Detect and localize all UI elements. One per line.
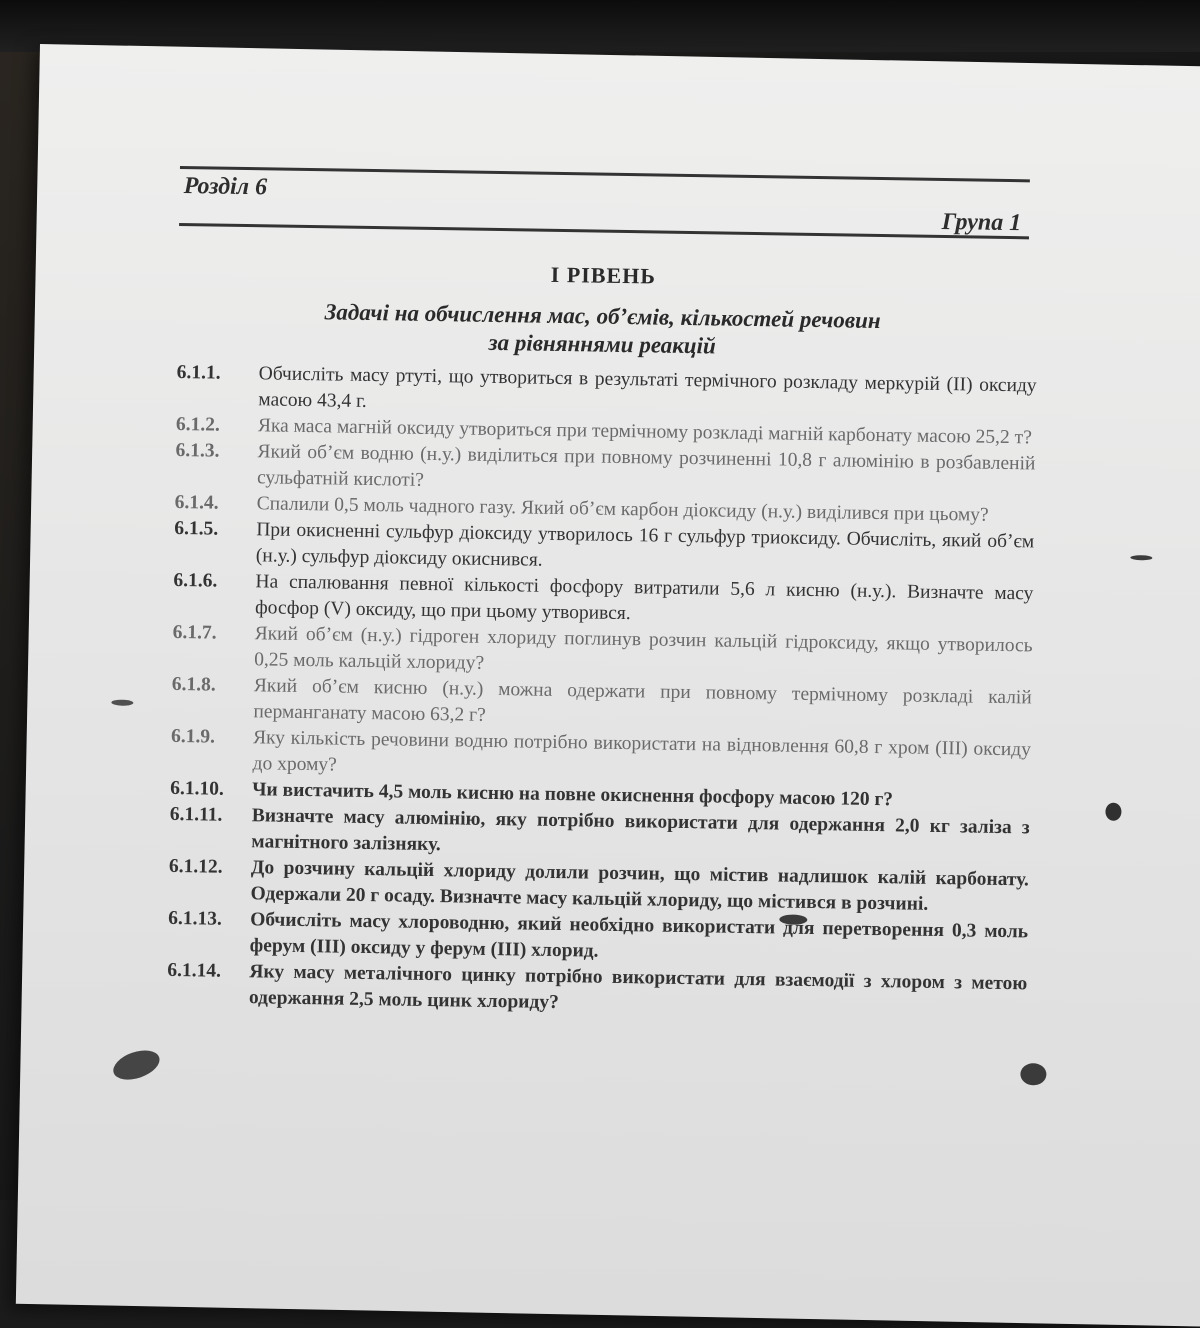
subtitle-line-2: за рівняннями реакцій xyxy=(488,329,717,359)
problem-text: Обчисліть масу ртуті, що утвориться в результаті термічного розкладу меркурій (II) оксиду масою 43,4 г. xyxy=(258,363,1037,412)
problem-number: 6.1.8. xyxy=(171,673,216,696)
problem-list xyxy=(167,360,1037,1023)
problem-text: Який об’єм (н.у.) гідроген хлориду поглинув розчин кальцій гідроксиду, якщо утворилось 0,25 моль кальцій хлориду? xyxy=(254,623,1033,674)
problem-number: 6.1.11. xyxy=(169,803,223,826)
problem-text: На спалювання певної кількості фосфору витратили 5,6 л кисню (н.у.). Визначте масу фосфор (V) оксиду, що при цьому утворився. xyxy=(254,571,1034,625)
problem-number: 6.1.14. xyxy=(167,959,222,982)
subtitle-line-1: Задачі на обчислення мас, об’ємів, кількостей речовин xyxy=(324,299,881,334)
problem-number: 6.1.9. xyxy=(170,725,216,748)
dark-edge xyxy=(0,0,1200,52)
problem-number: 6.1.6. xyxy=(173,569,218,592)
problem-text: Чи вистачить 4,5 моль кисню на повне окиснення фосфору масою 120 г? xyxy=(252,779,894,811)
problem-number: 6.1.4. xyxy=(174,491,219,514)
problem-text: Яку масу металічного цинку потрібно використати для взаємодії з хлором з метою одержання 2,5 моль цинк хлориду? xyxy=(248,961,1028,1014)
problem-number: 6.1.7. xyxy=(172,621,217,644)
problem-number: 6.1.2. xyxy=(175,413,220,436)
problem-text: Визначте масу алюмінію, яку потрібно використати для одержання 2,0 кг заліза з магнітного залізняку. xyxy=(251,805,1030,856)
problem-number: 6.1.13. xyxy=(168,907,222,930)
problem-number: 6.1.5. xyxy=(174,517,219,540)
problem-text: Спалили 0,5 моль чадного газу. Який об’єм карбон діоксиду (н.у.) виділився при цьому? xyxy=(256,493,989,526)
ink-blot xyxy=(109,1045,163,1085)
document-content xyxy=(167,166,1050,1024)
problem-number: 6.1.12. xyxy=(168,855,223,878)
problem-number: 6.1.10. xyxy=(170,777,225,800)
problem-text: Який об’єм водню (н.у.) виділиться при повному розчиненні 10,8 г алюмінію в розбавленій сульфатній кислоті? xyxy=(256,441,1036,491)
problem-text: До розчину кальцій хлориду долили розчин, що містив надлишок калій карбонату. Одержали 20 г осаду. Визначте масу кальцій хлориду, що містився в розчині. xyxy=(250,857,1030,915)
ink-blot xyxy=(1105,803,1121,821)
ink-blot xyxy=(1020,1063,1046,1085)
level-title: І РІВЕНЬ xyxy=(550,261,657,289)
ink-blot xyxy=(1130,555,1152,560)
problem-number: 6.1.1. xyxy=(176,361,221,384)
problem-text: Який об’єм кисню (н.у.) можна одержати при повному термічному розкладі калій перманганату масою 63,2 г? xyxy=(253,675,1032,726)
ink-blot xyxy=(111,699,133,705)
subtitle xyxy=(177,296,1028,365)
problem-text: При окисненні сульфур діоксиду утворилось 16 г сульфур триоксиду. Обчисліть, який об’єм (н.у.) сульфур діоксиду окиснився. xyxy=(255,519,1035,571)
group-label: Група 1 xyxy=(941,208,1022,237)
problem-text: Яка маса магній оксиду утвориться при термічному розкладі магній карбонату масою 25,2 т? xyxy=(257,415,1032,449)
section-label: Розділ 6 xyxy=(183,173,268,201)
problem-text: Обчисліть масу хлороводню, який необхідно використати для перетворення 0,3 моль ферум (III) оксиду у ферум (III) хлорид. xyxy=(249,909,1029,962)
problem-text: Яку кількість речовини водню потрібно використати на відновлення 60,8 г хром (III) оксиду до хрому? xyxy=(252,727,1032,776)
problem-number: 6.1.3. xyxy=(175,439,220,462)
